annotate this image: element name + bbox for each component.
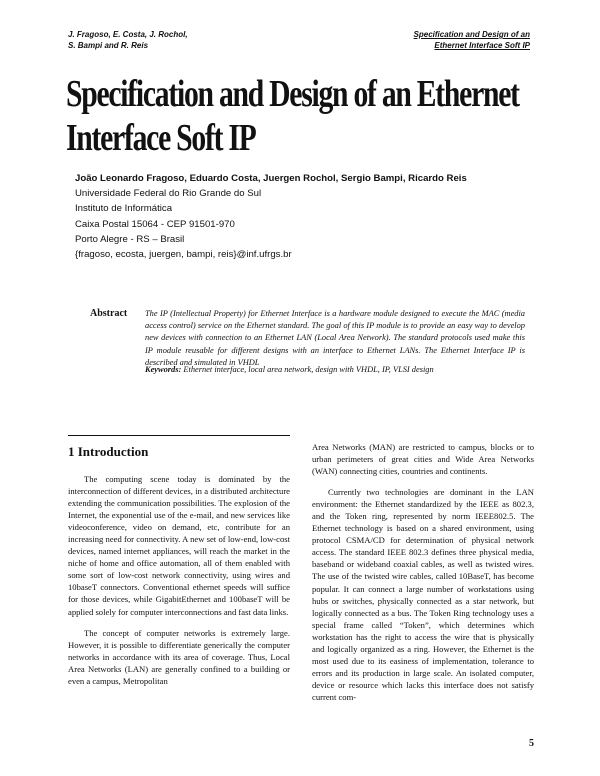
- header-title-line1: Specification and Design of an: [413, 30, 530, 39]
- header-authors-line2: S. Bampi and R. Reis: [68, 41, 149, 50]
- keywords-text: Ethernet interface, local area network, design with VHDL, IP, VLSI design: [183, 365, 434, 374]
- page-number: 5: [529, 738, 534, 749]
- abstract-text: The IP (Intellectual Property) for Ethernet Interface is a hardware module designed to execute the MAC (media access control) service on the Ethernet standard. The goal of this IP module is to provide an easy way to develop new devices with connection to an Ethernet LAN (Local Area Network). The standard protocols used make this IP module reusable for different designs with an interface to Ethernet LANs. The Ethernet Interface IP is described and simulated in VHDL: [145, 309, 525, 367]
- paragraph: Currently two technologies are dominant in the LAN environment: the Ethernet standardized by the IEEE as 802.3, and the Token ring, represented by norm IEEE802.5. The Ethernet technology is based on a shared environment, using protocol CSMA/CD for determination of physical network access. The standard IEEE 802.3 defines three physical media, baseband or wideband coaxial cables, as well as twisted wires. The use of the twisted wire cables, called 10BaseT, has become popular. It can connect a large number of workstations using hubs or switches, physically connected as a star network, but logically connected as a bus. The Token Ring technology uses a special frame called “Token”, which determines which workstation has the right to access the wire that is physically and logically organized as a ring. However, the Ethernet is the most used due to its easiness of implementation, tolerance to errors and its production in large scale. An isolated computer, device or resource which lacks this interface does not satisfy current com-: [312, 487, 534, 702]
- body-column-left: [68, 473, 290, 696]
- paragraph: Area Networks (MAN) are restricted to campus, blocks or to urban perimeters of great cities and Wide Area Networks (WAN) connecting cities, countries and continents.: [312, 442, 534, 477]
- affiliation-line: Instituto de Informática: [75, 203, 173, 215]
- keywords: [145, 365, 535, 374]
- affiliation-line: Caixa Postal 15064 - CEP 91501-970: [75, 218, 235, 230]
- running-header-authors: [68, 29, 188, 51]
- paragraph: The concept of computer networks is extremely large. However, it is possible to differentiate generically the computer networks in accordance with its area of coverage. Thus, Local Area Networks (LAN) are generally confined to a building or even a campus, Metropolitan: [68, 627, 290, 686]
- abstract-label: Abstract: [90, 308, 128, 319]
- affiliation-line: Porto Alegre - RS – Brasil: [75, 233, 185, 245]
- paper-title-line1: Specification and Design of an Ethernet: [66, 73, 519, 115]
- paper-title: [66, 72, 519, 160]
- keywords-label: Keywords:: [145, 365, 182, 374]
- header-title-line2: Ethernet Interface Soft IP: [434, 41, 530, 50]
- author-block: [75, 171, 467, 262]
- author-names: João Leonardo Fragoso, Eduardo Costa, Juergen Rochol, Sergio Bampi, Ricardo Reis: [75, 173, 467, 184]
- paper-title-line2: Interface Soft IP: [66, 117, 256, 159]
- section-divider: [68, 435, 290, 436]
- header-authors-line1: J. Fragoso, E. Costa, J. Rochol,: [68, 30, 188, 39]
- abstract: [85, 308, 525, 369]
- author-emails: {fragoso, ecosta, juergen, bampi, reis}@inf.ufrgs.br: [75, 249, 292, 261]
- paragraph: The computing scene today is dominated by the interconnection of different devices, in a distributed architecture extending the communication possibilities. The explosion of the Internet, the exponential use of the e-mail, and new services like videoconference, video on demand, etc, contribute for an increasing need for connectivity. A new set of low-end, low-cost devices, named internet appliances, will reach the market in the niche of home and office automation, all of them enabled with some sort of low-cost network connectivity, using wires and 10baseT connectors. Conventional ethernet speeds will suffice for those devices, while GigabitEthernet and 100baseT will be applied solely for computer interconnections and fast data links.: [68, 474, 290, 617]
- running-header-title: [414, 29, 530, 51]
- affiliation-line: Universidade Federal do Rio Grande do Sul: [75, 188, 262, 200]
- section-heading-introduction: 1 Introduction: [68, 444, 149, 459]
- body-column-right: [312, 441, 534, 712]
